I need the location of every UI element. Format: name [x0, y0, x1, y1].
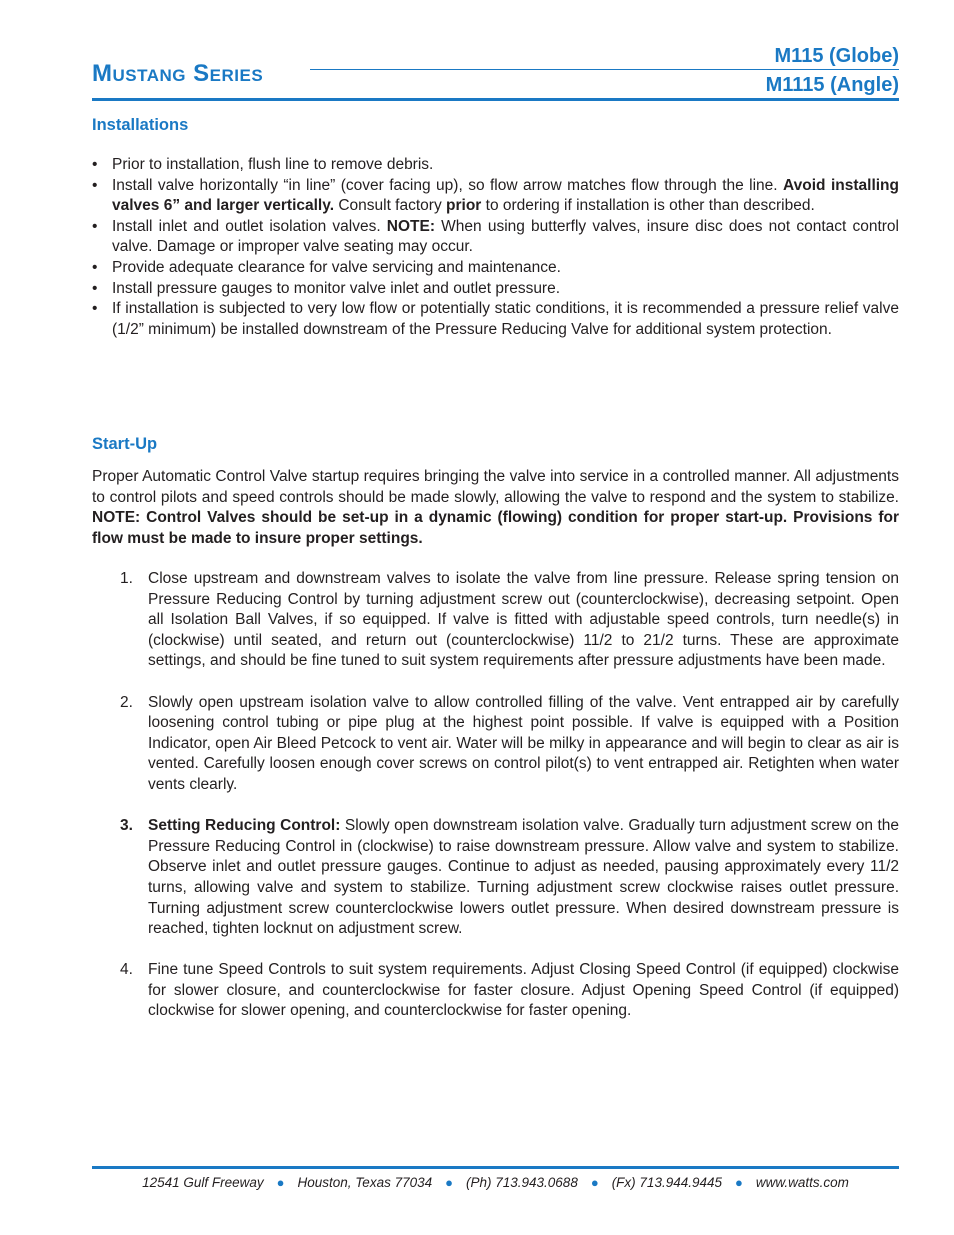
- header-thin-rule: [310, 69, 750, 70]
- model-globe-label: M115 (Globe): [774, 45, 899, 67]
- list-item: • Install pressure gauges to monitor valve inlet and outlet pressure.: [92, 279, 899, 300]
- step-number: 2.: [120, 693, 133, 711]
- list-item: • Provide adequate clearance for valve servicing and maintenance.: [92, 258, 899, 279]
- list-item: • Install inlet and outlet isolation valves. NOTE: When using butterfly valves, insure disc does not contact control valve. Damage or improper valve seating may occur.: [92, 217, 899, 258]
- footer-city: Houston, Texas 77034: [297, 1175, 433, 1190]
- step-item: 4. Fine tune Speed Controls to suit system requirements. Adjust Closing Speed Control (if equipped) clockwise for slower closure, and counterclockwise for faster closure. Adjust Opening Speed Control (if equipped) clockwise for slower opening, and counterclockwise for faster opening.: [120, 961, 899, 1020]
- model-labels: [766, 42, 899, 100]
- series-title: Mustang Series: [92, 60, 264, 87]
- list-item: • Prior to installation, flush line to remove debris.: [92, 155, 899, 176]
- header-rule: [92, 98, 899, 101]
- footer-phone: (Ph) 713.943.0688: [465, 1175, 578, 1190]
- startup-intro: Proper Automatic Control Valve startup requires bringing the valve into service in a controlled manner. All adjustments to control pilots and speed controls should be made slowly, allowing the valve to respond and the system to stabilize. NOTE: Control Valves should be set-up in a dynamic (flowing) condition for proper start-up. Provisions for flow must be made to insure proper settings.: [92, 468, 899, 547]
- step-item: 3. Setting Reducing Control: Slowly open downstream isolation valve. Gradually turn adjustment screw on the Pressure Reducing Control in (clockwise) to raise downstream pressure. Allow valve and system to stabilize. Observe inlet and outlet pressure gauges. Continue to adjust as needed, pausing approximately every 11/2 turns, allowing valve and system to stabilize. Turning adjustment screw clockwise raises outlet pressure. Turning adjustment screw counterclockwise lowers outlet pressure. When desired downstream pressure is reached, tighten locknut on adjustment screw.: [120, 817, 899, 938]
- step-number: 3.: [120, 817, 133, 835]
- step-number: 4.: [120, 961, 133, 979]
- page-footer: [92, 1166, 899, 1190]
- installations-list: [92, 155, 899, 340]
- bullet-icon: ●: [590, 1175, 599, 1190]
- step-lead: Setting Reducing Control:: [148, 817, 341, 835]
- step-item: 2. Slowly open upstream isolation valve to allow controlled filling of the valve. Vent entrapped air by carefully loosening control tubing or pipe plug at the highest point possible. If valve is equipped with a Position Indicator, open Air Bleed Petcock to vent air. Water will be milky in appearance and will begin to clear as air is vented. Carefully loosen enough cover screws on control pilot(s) to vent entrapped air. Retighten when water vents clearly.: [120, 693, 899, 793]
- list-item: • If installation is subjected to very low flow or potentially static conditions, it is recommended a pressure relief valve (1/2” minimum) be installed downstream of the Pressure Reducing Valve for additional system protection.: [92, 299, 899, 340]
- footer-website-link[interactable]: www.watts.com: [755, 1175, 849, 1190]
- footer-rule: [92, 1166, 899, 1169]
- step-item: 1. Close upstream and downstream valves to isolate the valve from line pressure. Release spring tension on Pressure Reducing Control by turning adjustment screw out (counterclockwise), decreasing setpoint. Open all Isolation Ball Valves, if so equipped. If valve is fitted with adjustable speed controls, turn needle(s) in (clockwise) until seated, and return out (counterclockwise) 11/2 to 21/2 turns. These are approximate settings, and should be fine tuned to suit system requirements after pressure adjustments have been made.: [120, 570, 899, 670]
- page-header: [92, 42, 899, 102]
- footer-address: 12541 Gulf Freeway: [142, 1175, 264, 1190]
- bullet-icon: ●: [735, 1175, 743, 1190]
- installations-heading: Installations: [92, 116, 189, 134]
- list-item: • Install valve horizontally “in line” (cover facing up), so flow arrow matches flow through the line. Avoid installing valves 6” and larger vertically. Consult factory prior to ordering if installation is other than described.: [92, 176, 899, 217]
- model-angle-label: M1115 (Angle): [765, 74, 899, 96]
- startup-heading: Start-Up: [92, 435, 158, 453]
- bullet-icon: ●: [276, 1175, 285, 1190]
- startup-steps: [120, 569, 899, 1043]
- step-number: 1.: [120, 570, 133, 587]
- footer-contact-line: [92, 1175, 899, 1190]
- footer-fax: (Fx) 713.944.9445: [611, 1175, 723, 1190]
- model-underline: [749, 69, 899, 70]
- bullet-icon: ●: [445, 1175, 453, 1190]
